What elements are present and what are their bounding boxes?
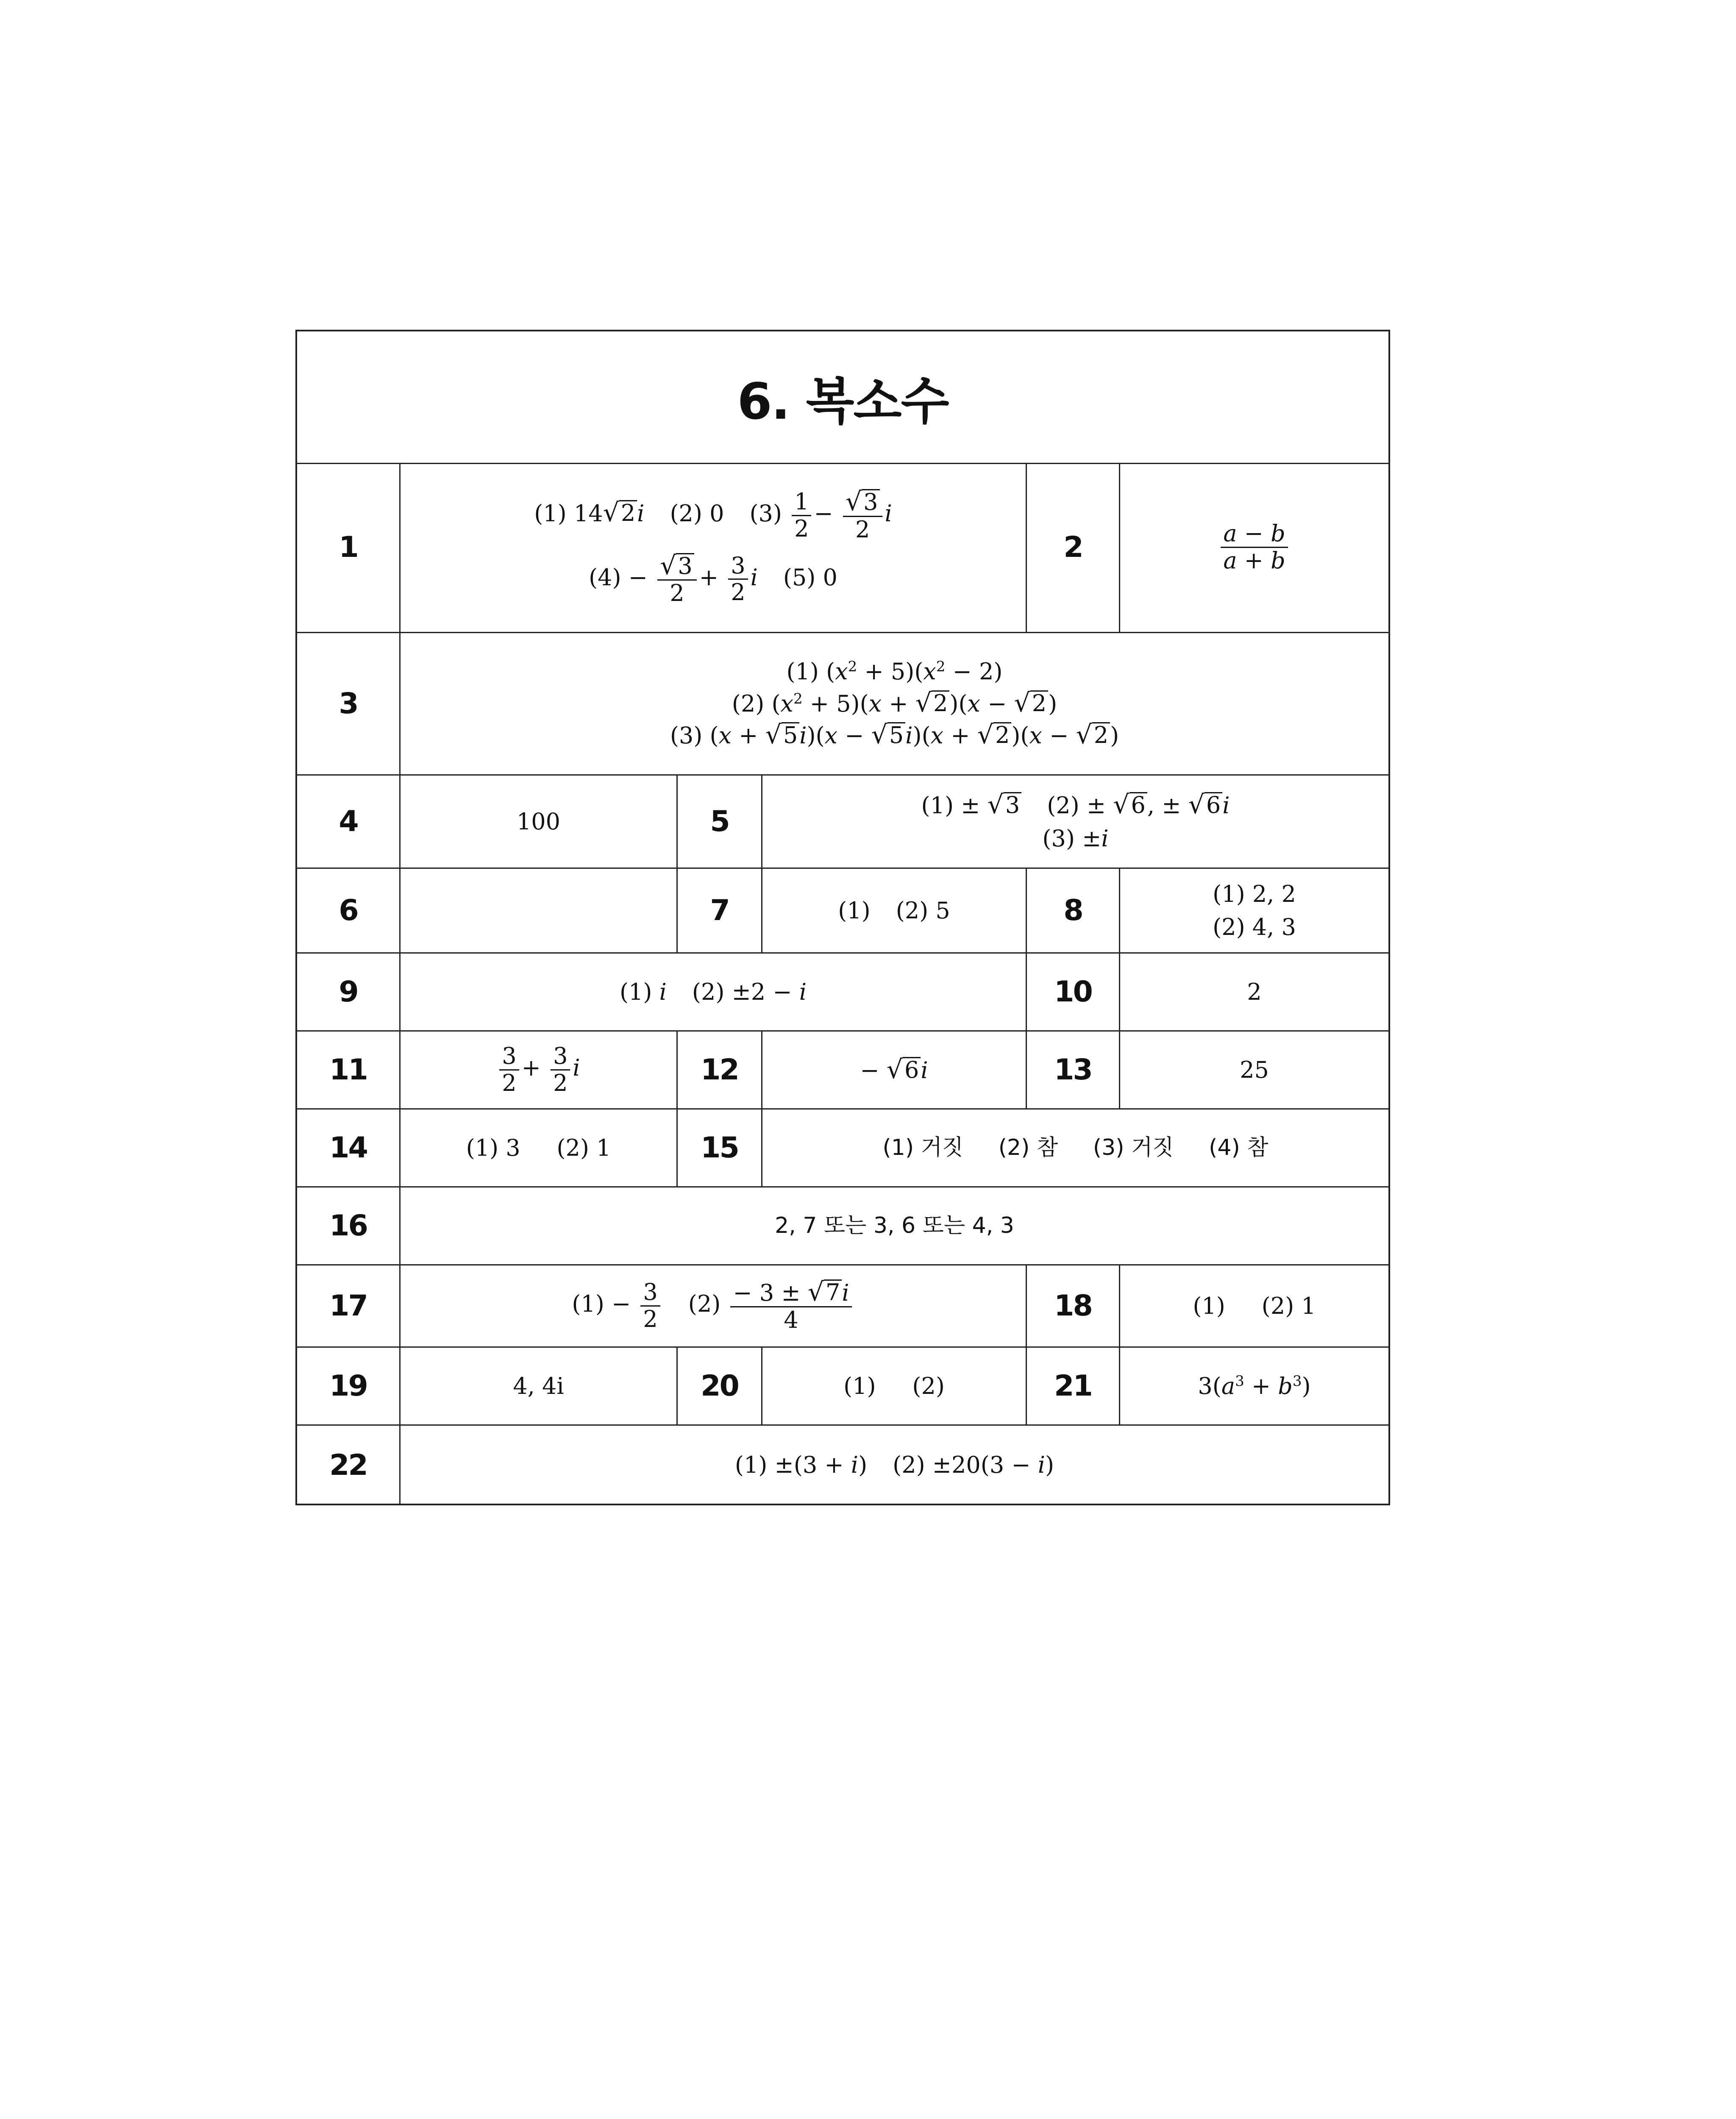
answer-cell-16: [401, 1187, 1388, 1264]
question-number: 9: [339, 975, 358, 1009]
answer-cell-19: [401, 1348, 678, 1424]
table-row: [297, 463, 1388, 633]
table-row: [297, 1265, 1388, 1348]
answer-10: 2: [1247, 978, 1262, 1005]
question-number-cell: [297, 463, 401, 632]
question-number: 17: [329, 1289, 367, 1323]
answer-21: $3(a^3 + b^3)$: [1198, 1372, 1311, 1399]
answer-cell-22: [401, 1426, 1388, 1504]
question-number: 13: [1054, 1053, 1092, 1087]
question-number-cell: [297, 1426, 401, 1504]
answer-cell-10: [1120, 954, 1388, 1030]
table-row: [297, 869, 1388, 954]
question-number: 5: [710, 805, 729, 838]
answer-cell-1: [401, 463, 1027, 632]
question-number-cell: [1027, 1032, 1120, 1108]
question-number-cell: [1027, 1348, 1120, 1424]
answer-8-line-2: (2) 4, 3: [1213, 913, 1296, 940]
question-number: 1: [339, 531, 358, 564]
answer-cell-13: [1120, 1032, 1388, 1108]
question-number-cell: [1027, 463, 1120, 632]
question-number: 21: [1054, 1369, 1092, 1403]
answer-4: 100: [516, 808, 561, 835]
answer-cell-4: [401, 776, 678, 868]
question-number-cell: [297, 633, 401, 774]
answer-cell-5: [762, 776, 1388, 868]
question-number: 16: [329, 1209, 367, 1243]
answer-cell-15: [762, 1110, 1388, 1186]
answer-8: [1213, 882, 1296, 940]
table-row: [297, 1187, 1388, 1265]
table-row: [297, 1032, 1388, 1110]
question-number: 8: [1063, 894, 1082, 927]
question-number: 3: [339, 687, 358, 720]
question-number: 20: [701, 1369, 738, 1403]
question-number-cell: [678, 869, 762, 952]
answer-14: (1) 3 (2) 1: [466, 1134, 611, 1161]
question-number-cell: [297, 1187, 401, 1264]
answer-17: (1) − $\frac{3}{2}$ (2) − 3 ± √ 7 i 4: [572, 1279, 854, 1332]
question-number-cell: [1027, 1265, 1120, 1346]
answer-cell-21: [1120, 1348, 1388, 1424]
answer-1: (1) 14 √ 2 i (2) 0 (3) $\frac{1}{2}$ − √ 3 2 i (4) − √ 3 2 + $\frac{3}{2}$ i (5) 0: [534, 487, 892, 607]
answer-cell-6: [401, 869, 678, 952]
question-number-cell: [297, 1265, 401, 1346]
question-number-cell: [678, 1032, 762, 1108]
question-number: 18: [1054, 1289, 1092, 1323]
section-title-row: [297, 331, 1388, 464]
answer-cell-12: [762, 1032, 1027, 1108]
question-number-cell: [678, 776, 762, 868]
answer-cell-11: [401, 1032, 678, 1108]
question-number-cell: [297, 1032, 401, 1108]
question-number: 22: [329, 1448, 367, 1482]
answer-5: (1) ± √ 3 (2) ± √ 6 , ± √ 6 i (3) ±i: [921, 790, 1230, 852]
question-number-cell: [297, 1110, 401, 1186]
question-number-cell: [297, 954, 401, 1030]
answer-3: (1) $(x^2 + 5)(x^2 - 2)$ (2) $(x^2 + 5)(x$ + √ 2 )(x − √ 2 ) (3) (x + √ 5 i)(x − √ 5 i)(x + √ 2 )(x − √ 2 ): [670, 658, 1119, 750]
question-number: 6: [339, 894, 358, 927]
answer-15: (1) 거짓 (2) 참 (3) 거짓 (4) 참: [882, 1135, 1269, 1160]
question-number: 14: [329, 1131, 367, 1165]
question-number-cell: [297, 869, 401, 952]
answer-22: (1) ±(3 + i) (2) ±20(3 − i): [734, 1452, 1054, 1479]
answer-cell-14: [401, 1110, 678, 1186]
answer-20: (1) (2): [843, 1372, 945, 1399]
answer-19: 4, 4i: [513, 1372, 564, 1399]
question-number-cell: [1027, 954, 1120, 1030]
question-number: 11: [329, 1053, 367, 1087]
question-number: 15: [701, 1131, 738, 1165]
answer-7: (1) (2) 5: [838, 897, 950, 924]
question-number-cell: [678, 1110, 762, 1186]
answer-table: [295, 330, 1390, 1505]
table-row: [297, 633, 1388, 776]
question-number-cell: [1027, 869, 1120, 952]
table-row: [297, 954, 1388, 1032]
answer-16: 2, 7 또는 3, 6 또는 4, 3: [775, 1212, 1014, 1238]
answer-cell-20: [762, 1348, 1027, 1424]
answer-13: 25: [1240, 1056, 1269, 1083]
question-number: 10: [1054, 975, 1092, 1009]
question-number: 2: [1063, 531, 1082, 564]
answer-cell-7: [762, 869, 1027, 952]
answer-cell-9: [401, 954, 1027, 1030]
question-number: 4: [339, 805, 358, 838]
answer-9: (1) i (2) ±2 − i: [619, 978, 807, 1005]
answer-cell-3: [401, 633, 1388, 774]
table-row: [297, 776, 1388, 869]
table-row: [297, 1426, 1388, 1504]
table-row: [297, 1110, 1388, 1187]
answer-cell-8: [1120, 869, 1388, 952]
question-number-cell: [297, 1348, 401, 1424]
answer-cell-17: [401, 1265, 1027, 1346]
answer-8-line-1: (1) 2, 2: [1213, 881, 1296, 908]
section-title: 6. 복소수: [737, 372, 949, 431]
table-row: [297, 1348, 1388, 1426]
answer-12: − √ 6 i: [860, 1054, 928, 1085]
question-number-cell: [297, 776, 401, 868]
question-number: 7: [710, 894, 729, 927]
question-number-cell: [678, 1348, 762, 1424]
question-number: 19: [329, 1369, 367, 1403]
answer-18: (1) (2) 1: [1193, 1292, 1316, 1319]
answer-11: $\frac{3}{2}$ + $\frac{3}{2}$ i: [497, 1044, 580, 1095]
answer-cell-2: [1120, 463, 1388, 632]
question-number: 12: [701, 1053, 738, 1087]
answer-2: $\frac{a - b}{a + b}$: [1221, 522, 1288, 573]
answer-cell-18: [1120, 1265, 1388, 1346]
